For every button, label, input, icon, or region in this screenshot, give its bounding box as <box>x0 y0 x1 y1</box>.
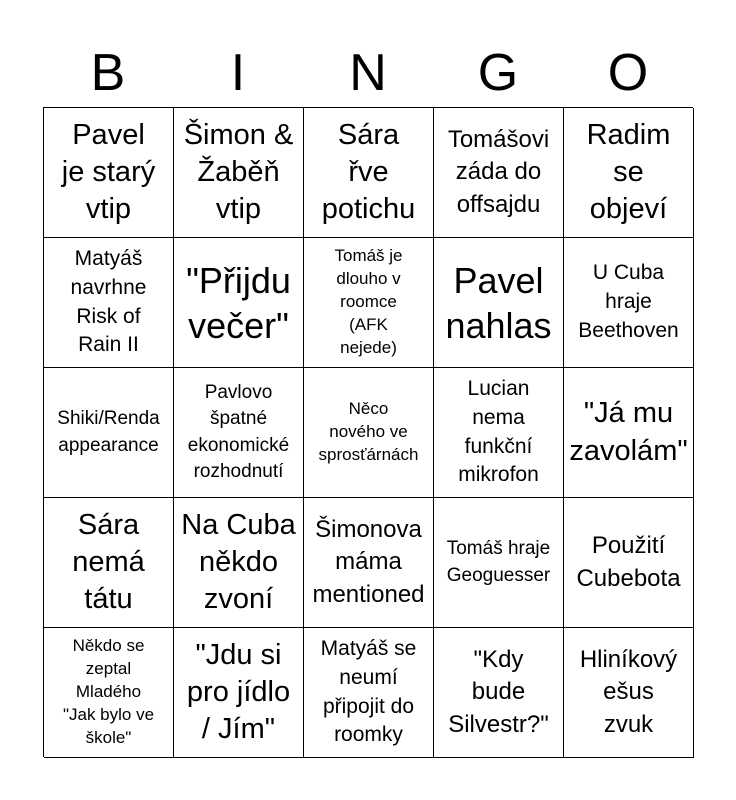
bingo-cell-text: Sára řve potichu <box>321 118 416 226</box>
bingo-cell-r5-c3[interactable] <box>304 628 434 758</box>
bingo-cell-text: Hliníkový ešus zvuk <box>579 645 678 738</box>
bingo-cell-text: Pavlovo špatné ekonomické rozhodnutí <box>187 382 290 482</box>
bingo-cell-r2-c2[interactable] <box>174 238 304 368</box>
bingo-cell-text: Tomáš je dlouho v roomce (AFK nejede) <box>334 246 403 357</box>
bingo-cell-r2-c5[interactable] <box>564 238 694 368</box>
bingo-cell-text: Něco nového ve sprosťárnách <box>318 399 419 464</box>
bingo-cell-r5-c5[interactable] <box>564 628 694 758</box>
bingo-cell-r1-c1[interactable] <box>44 108 174 238</box>
bingo-cell-text: "Já mu zavolám" <box>569 397 688 467</box>
bingo-cell-text: Pavel nahlas <box>445 259 552 346</box>
bingo-cell-r2-c4[interactable] <box>434 238 564 368</box>
bingo-cell-r4-c3[interactable] <box>304 498 434 628</box>
bingo-cell-r4-c1[interactable] <box>44 498 174 628</box>
bingo-cell-r1-c2[interactable] <box>174 108 304 238</box>
bingo-cell-text: "Přijdu večer" <box>186 259 291 346</box>
bingo-cell-r3-c4[interactable] <box>434 368 564 498</box>
bingo-cell-text: Na Cuba někdo zvoní <box>181 508 296 616</box>
header-letter-n: N <box>349 44 387 102</box>
bingo-cell-text: Matyáš se neumí připojit do roomky <box>320 636 417 747</box>
bingo-cell-r1-c4[interactable] <box>434 108 564 238</box>
bingo-cell-r4-c2[interactable] <box>174 498 304 628</box>
bingo-cell-r1-c3[interactable] <box>304 108 434 238</box>
bingo-cell-text: Sára nemá tátu <box>72 508 145 616</box>
header-letter-o: O <box>607 44 649 102</box>
bingo-cell-text: Někdo se zeptal Mladého "Jak bylo ve škole" <box>62 636 155 747</box>
bingo-cell-text: Radim se objeví <box>586 118 671 226</box>
bingo-cell-text: Pavel je starý vtip <box>61 118 156 226</box>
bingo-cell-r1-c5[interactable] <box>564 108 694 238</box>
bingo-header <box>43 40 693 106</box>
bingo-cell-text: "Kdy bude Silvestr?" <box>448 645 549 738</box>
header-letter-i: I <box>230 44 246 102</box>
bingo-cell-r5-c4[interactable] <box>434 628 564 758</box>
bingo-cell-r2-c3[interactable] <box>304 238 434 368</box>
bingo-cell-text: Shiki/Renda appearance <box>57 408 160 456</box>
bingo-cell-text: "Jdu si pro jídlo / Jím" <box>186 638 291 746</box>
bingo-cell-r3-c2[interactable] <box>174 368 304 498</box>
bingo-board <box>43 107 693 757</box>
bingo-cell-r3-c5[interactable] <box>564 368 694 498</box>
bingo-cell-text: Lucian nema funkční mikrofon <box>458 376 539 487</box>
bingo-cell-r5-c2[interactable] <box>174 628 304 758</box>
bingo-cell-r3-c3[interactable] <box>304 368 434 498</box>
header-letter-b: B <box>90 44 126 102</box>
bingo-cell-text: Šimon & Žaběň vtip <box>183 118 294 226</box>
bingo-cell-text: Tomášovi záda do offsajdu <box>447 125 550 218</box>
bingo-cell-text: Šimonova máma mentioned <box>312 515 425 608</box>
bingo-cell-text: Tomáš hraje Geoguesser <box>446 538 551 586</box>
bingo-cell-text: U Cuba hraje Beethoven <box>578 261 679 342</box>
bingo-cell-r5-c1[interactable] <box>44 628 174 758</box>
bingo-cell-text: Matyáš navrhne Risk of Rain II <box>70 246 147 357</box>
bingo-cell-r4-c5[interactable] <box>564 498 694 628</box>
bingo-cell-text: Použití Cubebota <box>576 532 681 592</box>
bingo-cell-r3-c1[interactable] <box>44 368 174 498</box>
bingo-cell-r4-c4[interactable] <box>434 498 564 628</box>
bingo-cell-r2-c1[interactable] <box>44 238 174 368</box>
header-letter-g: G <box>477 44 519 102</box>
